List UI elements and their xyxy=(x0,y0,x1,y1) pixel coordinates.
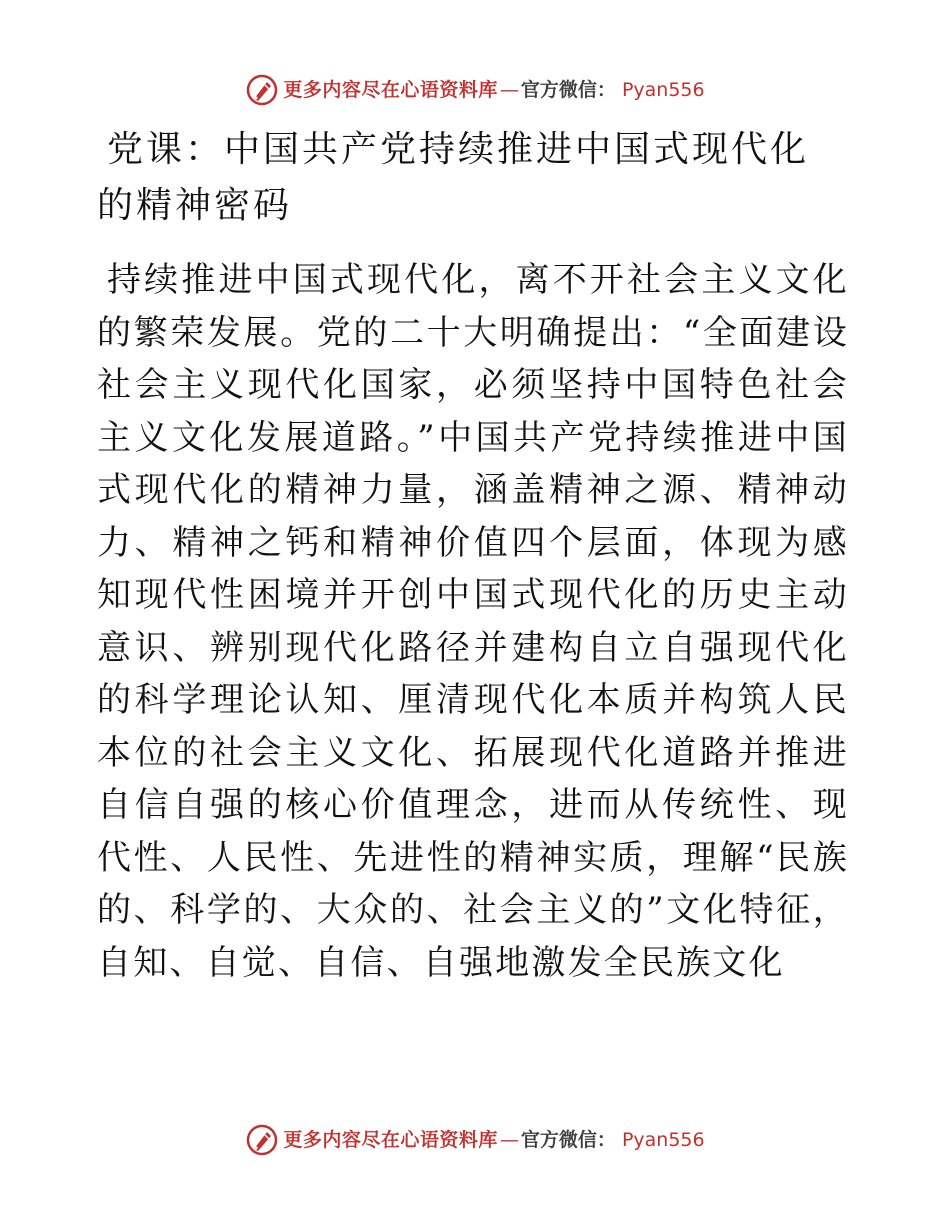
banner-wechat-id: Pyan556 xyxy=(621,79,705,101)
banner-dash: — xyxy=(499,79,519,101)
banner-promo-text: 更多内容尽在心语资料库 xyxy=(283,79,498,101)
banner-wechat-id: Pyan556 xyxy=(621,1129,705,1151)
banner-dash: — xyxy=(499,1129,519,1151)
footer-banner xyxy=(0,1120,950,1160)
pen-nib-logo-icon xyxy=(245,1123,279,1157)
pen-nib-logo-icon xyxy=(245,73,279,107)
document-paragraph: 持续推进中国式现代化，离不开社会主义文化的繁荣发展。党的二十大明确提出：“全面建设社会主义现代化国家，必须坚持中国特色社会主义文化发展道路。”中国共产党持续推进中国式现代化的精神力量，涵盖精神之源、精神动力、精神之钙和精神价值四个层面，体现为感知现代性困境并开创中国式现代化的历史主动意识、辨别现代化路径并建构自立自强现代化的科学理论认知、厘清现代化本质并构筑人民本位的社会主义文化、拓展现代化道路并推进自信自强的核心价值理念，进而从传统性、现代性、人民性、先进性的精神实质，理解“民族的、科学的、大众的、社会主义的”文化特征，自知、自觉、自信、自强地激发全民族文化 xyxy=(97,260,849,983)
document-title: 党课：中国共产党持续推进中国式现代化的精神密码 xyxy=(97,129,810,226)
header-banner xyxy=(0,70,950,110)
banner-wechat-label: 官方微信： xyxy=(520,1129,616,1151)
banner-wechat-label: 官方微信： xyxy=(520,79,616,101)
banner-promo-text: 更多内容尽在心语资料库 xyxy=(283,1129,498,1151)
